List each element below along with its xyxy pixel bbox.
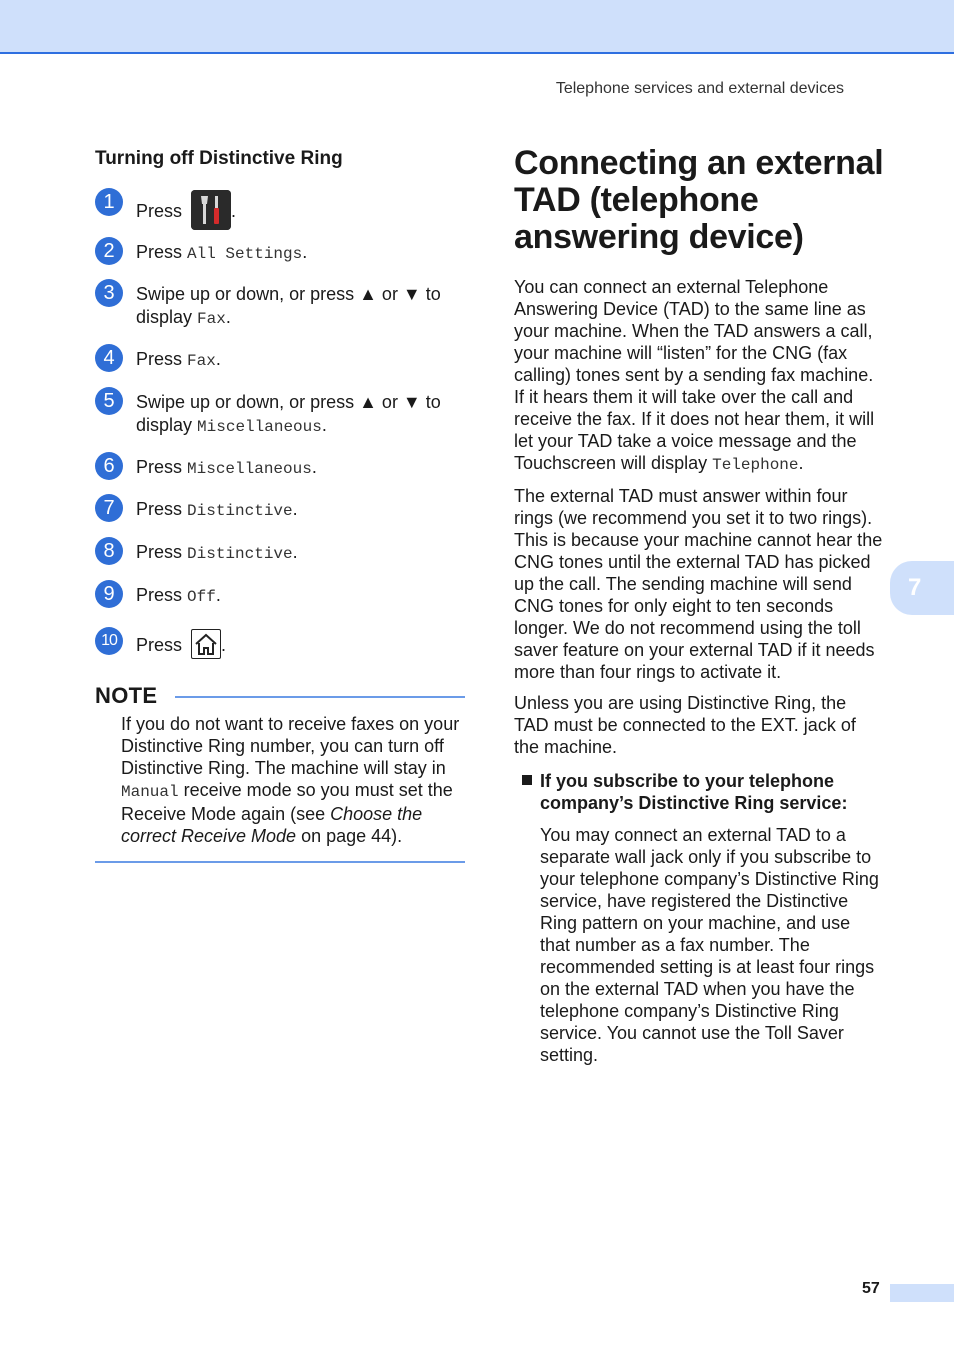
step-number-icon: 1 [95, 188, 123, 216]
step-1: 1 Press . [95, 192, 465, 228]
step-number-icon: 7 [95, 494, 123, 522]
right-column [514, 145, 884, 1075]
step-number-icon: 10 [95, 627, 123, 655]
note-header [95, 683, 465, 709]
step-10: 10 Press . [95, 629, 465, 661]
step-number-icon: 2 [95, 237, 123, 265]
paragraph: Unless you are using Distinctive Ring, the TAD must be connected to the EXT. jack of the machine. [514, 693, 856, 757]
step-number-icon: 3 [95, 279, 123, 307]
step-9: 9 Press Off. [95, 584, 465, 609]
bullet-item [514, 770, 884, 1066]
settings-tools-icon[interactable] [191, 190, 231, 230]
home-icon[interactable] [191, 629, 221, 659]
step-8: 8 Press Distinctive. [95, 541, 465, 566]
page-number: 57 [862, 1280, 880, 1297]
footer-band [890, 1284, 954, 1302]
ui-label: Miscellaneous [197, 418, 322, 436]
step-7: 7 Press Distinctive. [95, 498, 465, 523]
note-bottom-divider [95, 861, 465, 863]
step-2: 2 Press All Settings. [95, 241, 465, 266]
ui-label: Off [187, 588, 216, 606]
step-6: 6 Press Miscellaneous. [95, 456, 465, 481]
cross-reference[interactable]: Choose the correct Receive Mode [121, 804, 423, 846]
ui-label: Telephone [712, 456, 799, 474]
section-heading: Turning off Distinctive Ring [95, 148, 343, 169]
bullet-title: If you subscribe to your telephone company’s Distinctive Ring service: [540, 771, 848, 813]
bullet-body: You may connect an external TAD to a separate wall jack only if you subscribe to your telephone company’s Distinctive Ring service, have registered the Distinctive Ring pattern on your machine, and use that number as a fax number. The recommended setting is at least four rings on the external TAD when you have the telephone company’s Distinctive Ring service. You cannot use the Toll Saver setting. [540, 825, 879, 1065]
running-header: Telephone services and external devices [555, 80, 844, 97]
note-title: NOTE [95, 683, 158, 708]
ui-label: Miscellaneous [187, 460, 312, 478]
step-number-icon: 9 [95, 580, 123, 608]
ui-label: All Settings [187, 245, 303, 263]
ui-label: Fax [197, 310, 226, 328]
step-3: 3 Swipe up or down, or press ▲ or ▼ to display Fax. [95, 283, 465, 331]
ui-label: Manual [121, 783, 179, 801]
step-number-icon: 8 [95, 537, 123, 565]
paragraph: You can connect an external Telephone Answering Device (TAD) to the same line as your machine. When the TAD answers a call, your machine will “listen” for the CNG (fax calling) tones sent by a sending fax machine. If it hears them it will take over the call and receive the fax. If it does not hear them, it will let your TAD take a voice message and the Touchscreen will display Telephone. [514, 277, 875, 474]
step-number-icon: 5 [95, 387, 123, 415]
step-5: 5 Swipe up or down, or press ▲ or ▼ to display Miscellaneous. [95, 391, 465, 439]
step-number-icon: 4 [95, 344, 123, 372]
ui-label: Distinctive [187, 545, 293, 563]
left-column [95, 145, 465, 863]
note-body: If you do not want to receive faxes on your Distinctive Ring number, you can turn off Distinctive Ring. The machine will stay in Manual receive mode so you must set the Receive Mode again (see Choose the correct Receive Mode on page 44). [121, 714, 460, 846]
ui-label: Fax [187, 352, 216, 370]
chapter-section-heading: Connecting an external TAD (telephone answering device) [514, 144, 884, 256]
bullet-square-icon [522, 775, 532, 785]
step-4: 4 Press Fax. [95, 348, 465, 373]
chapter-tab: 7 [890, 561, 954, 615]
step-number-icon: 6 [95, 452, 123, 480]
note-divider [175, 696, 465, 698]
top-header-band [0, 0, 954, 54]
ui-label: Distinctive [187, 502, 293, 520]
paragraph: The external TAD must answer within four rings (we recommend you set it to two rings). This is because your machine cannot hear the CNG tones until the external TAD has picked up the call. The sending machine will send CNG tones for only eight to ten seconds longer. We do not recommend using the toll saver feature on your external TAD if it needs more than four rings to activate it. [514, 486, 883, 682]
